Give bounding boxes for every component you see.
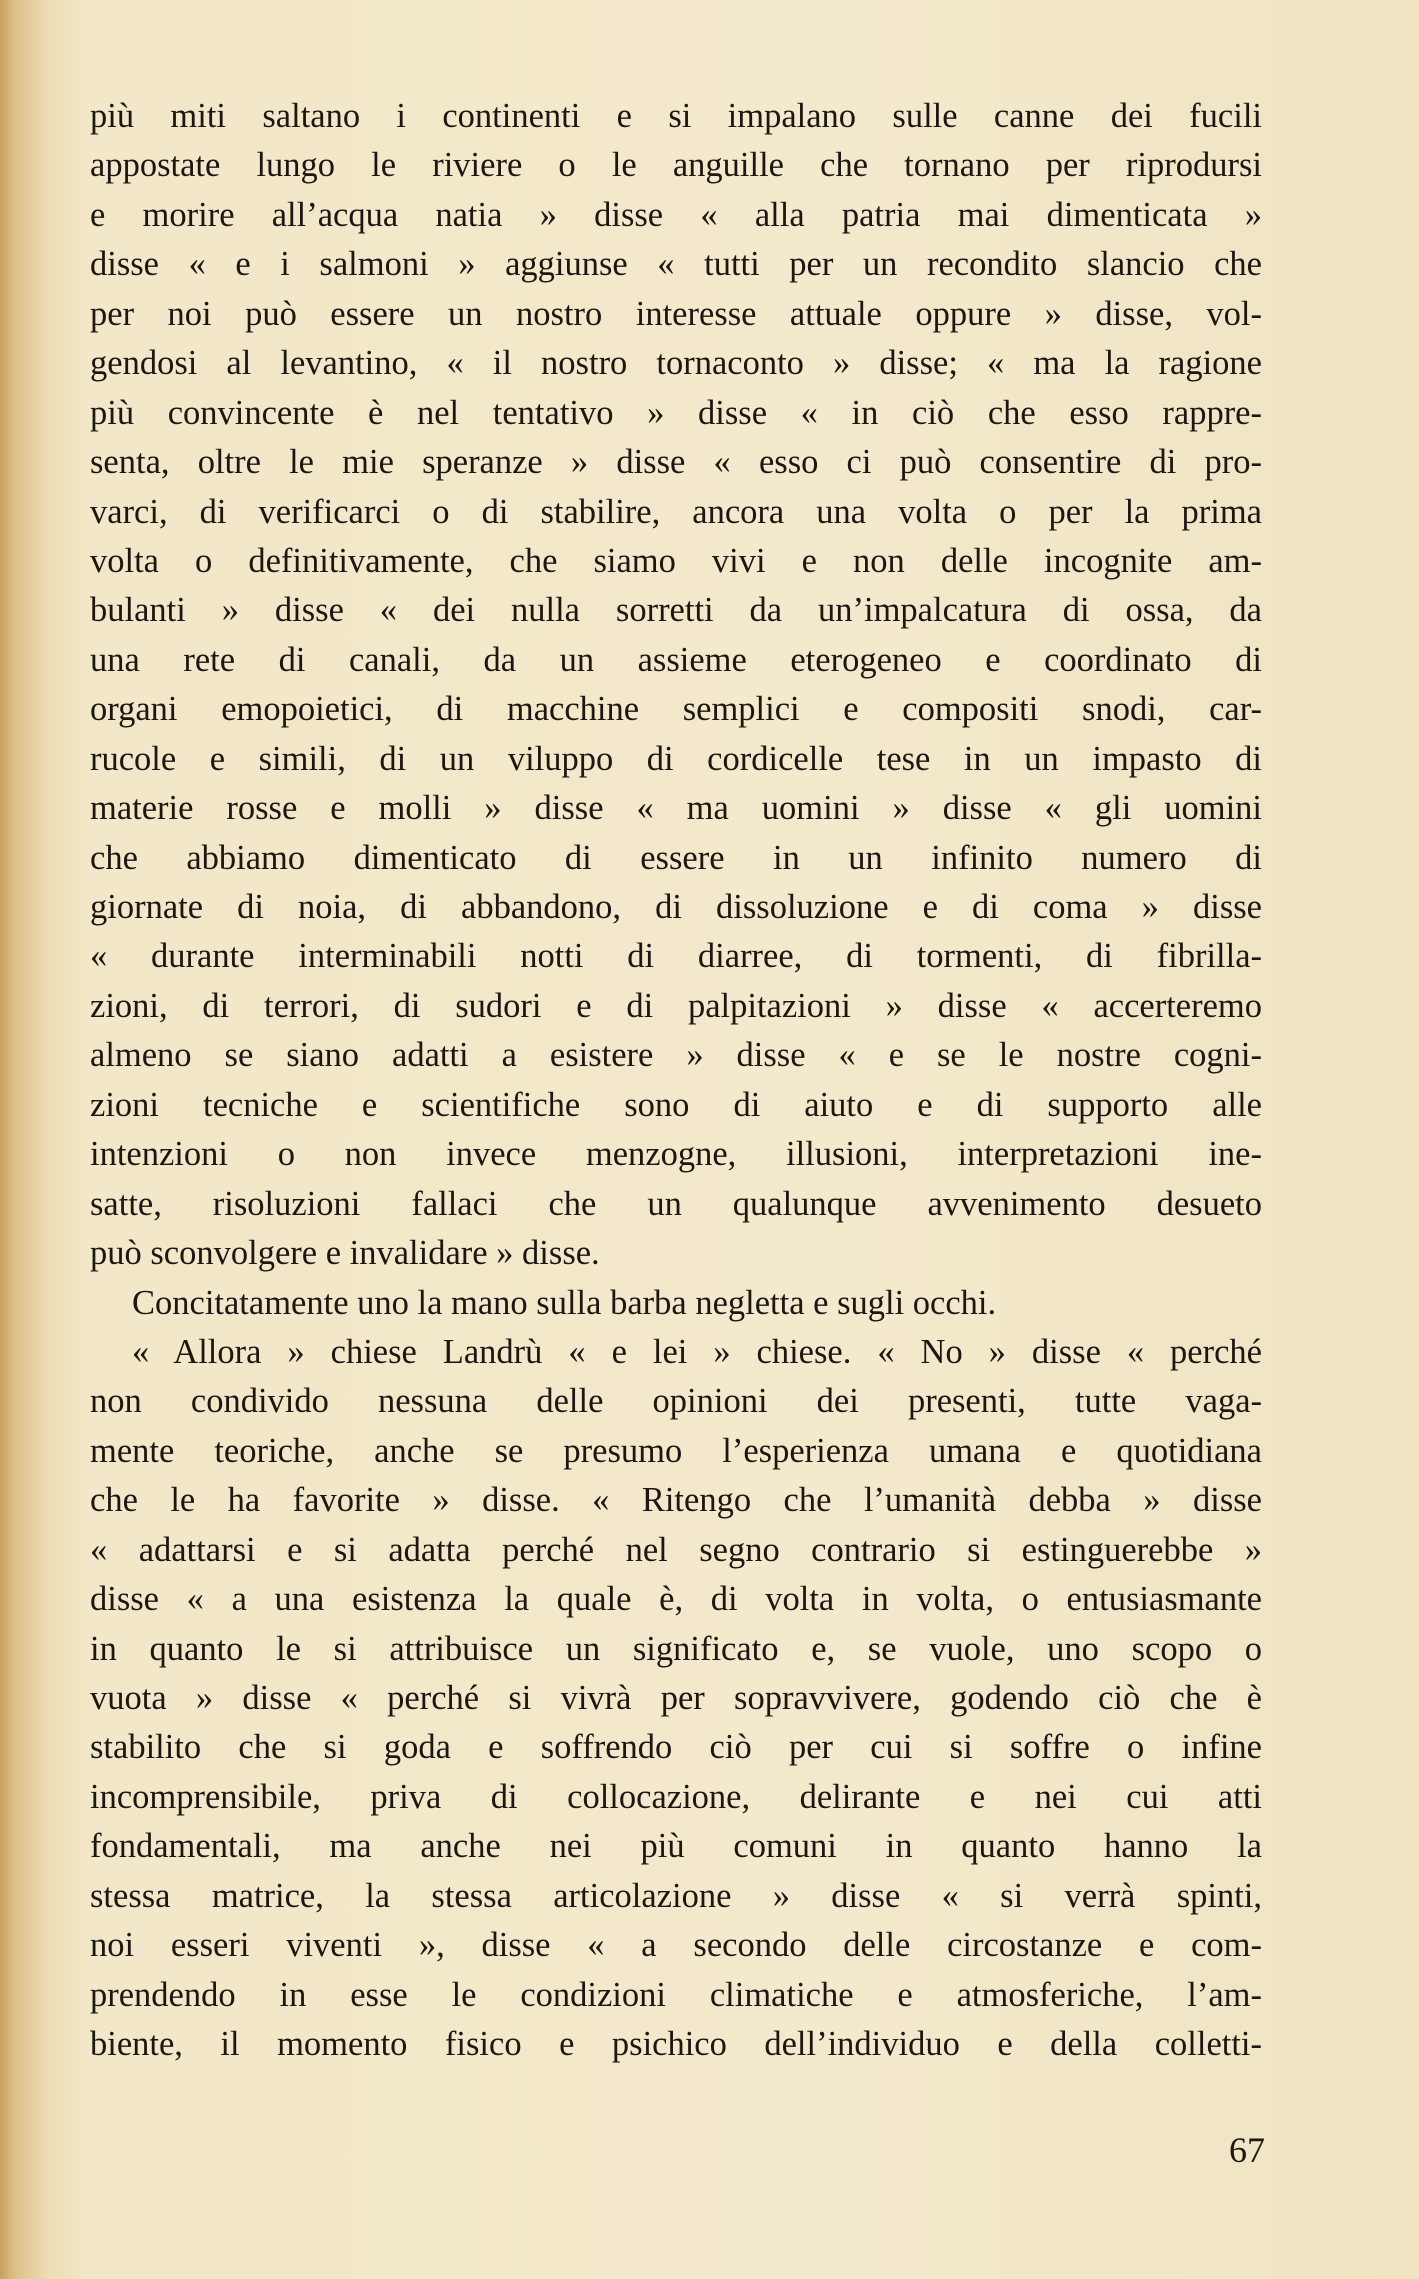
text-line: gendosi al levantino, « il nostro tornaconto » disse; « ma la ragione — [90, 344, 1262, 383]
text-line: zioni tecniche e scientifiche sono di aiuto e di supporto alle — [90, 1085, 1262, 1124]
text-line: intenzioni o non invece menzogne, illusioni, interpretazioni ine- — [90, 1135, 1262, 1174]
text-line: e morire all’acqua natia » disse « alla patria mai dimenticata » — [90, 195, 1262, 234]
text-line: per noi può essere un nostro interesse attuale oppure » disse, vol- — [90, 294, 1262, 333]
text-line: disse « e i salmoni » aggiunse « tutti per un recondito slancio che — [90, 245, 1262, 284]
body-text — [90, 92, 1262, 2070]
text-line: prendendo in esse le condizioni climatiche e atmosferiche, l’am- — [90, 1975, 1262, 2014]
text-line: stabilito che si goda e soffrendo ciò per cui si soffre o infine — [90, 1728, 1262, 1767]
text-line: satte, risoluzioni fallaci che un qualunque avvenimento desueto — [90, 1184, 1262, 1223]
text-line: più convincente è nel tentativo » disse « in ciò che esso rappre- — [90, 393, 1262, 432]
text-line: volta o definitivamente, che siamo vivi e non delle incognite am- — [90, 541, 1262, 580]
text-line: vuota » disse « perché si vivrà per sopravvivere, godendo ciò che è — [90, 1679, 1262, 1717]
text-line: può sconvolgere e invalidare » disse. — [90, 1234, 600, 1273]
text-line: bulanti » disse « dei nulla sorretti da un’impalcatura di ossa, da — [90, 591, 1262, 630]
text-line: organi emopoietici, di macchine semplici e compositi snodi, car- — [90, 690, 1262, 729]
text-line: materie rosse e molli » disse « ma uomini » disse « gli uomini — [90, 789, 1262, 828]
text-line: non condivido nessuna delle opinioni dei presenti, tutte vaga- — [90, 1382, 1262, 1421]
text-line: più miti saltano i continenti e si impalano sulle canne dei fucili — [90, 97, 1262, 135]
text-line: Concitatamente uno la mano sulla barba negletta e sugli occhi. — [132, 1283, 997, 1322]
text-line: appostate lungo le riviere o le anguille che tornano per riprodursi — [90, 146, 1262, 185]
text-line: « durante interminabili notti di diarree, di tormenti, di fibrilla- — [90, 937, 1262, 976]
text-line: che abbiamo dimenticato di essere in un infinito numero di — [90, 838, 1262, 877]
text-line: una rete di canali, da un assieme eterogeneo e coordinato di — [90, 640, 1262, 679]
text-line: rucole e simili, di un viluppo di cordicelle tese in un impasto di — [90, 739, 1262, 778]
text-line: almeno se siano adatti a esistere » disse « e se le nostre cogni- — [90, 1036, 1262, 1075]
text-line: che le ha favorite » disse. « Ritengo che l’umanità debba » disse — [90, 1481, 1262, 1520]
text-line: biente, il momento fisico e psichico dell’individuo e della colletti- — [90, 2025, 1262, 2064]
text-line: « adattarsi e si adatta perché nel segno contrario si estinguerebbe » — [90, 1530, 1262, 1569]
text-line: varci, di verificarci o di stabilire, ancora una volta o per la prima — [90, 492, 1262, 531]
text-line: senta, oltre le mie speranze » disse « esso ci può consentire di pro- — [90, 443, 1262, 482]
text-line: incomprensibile, priva di collocazione, delirante e nei cui atti — [90, 1777, 1262, 1816]
text-line: noi esseri viventi », disse « a secondo delle circostanze e com- — [90, 1926, 1262, 1965]
text-line: fondamentali, ma anche nei più comuni in quanto hanno la — [90, 1827, 1262, 1866]
text-line: mente teoriche, anche se presumo l’esperienza umana e quotidiana — [90, 1431, 1262, 1470]
text-line: « Allora » chiese Landrù « e lei » chiese. « No » disse « perché — [132, 1332, 1262, 1371]
text-line: in quanto le si attribuisce un significato e, se vuole, uno scopo o — [90, 1629, 1262, 1668]
page-number: 67 — [1229, 2130, 1265, 2170]
text-line: giornate di noia, di abbandono, di dissoluzione e di coma » disse — [90, 888, 1262, 926]
text-line: stessa matrice, la stessa articolazione » disse « si verrà spinti, — [90, 1876, 1262, 1915]
text-line: zioni, di terrori, di sudori e di palpitazioni » disse « accerteremo — [90, 986, 1262, 1025]
text-line: disse « a una esistenza la quale è, di volta in volta, o entusiasmante — [90, 1580, 1262, 1619]
